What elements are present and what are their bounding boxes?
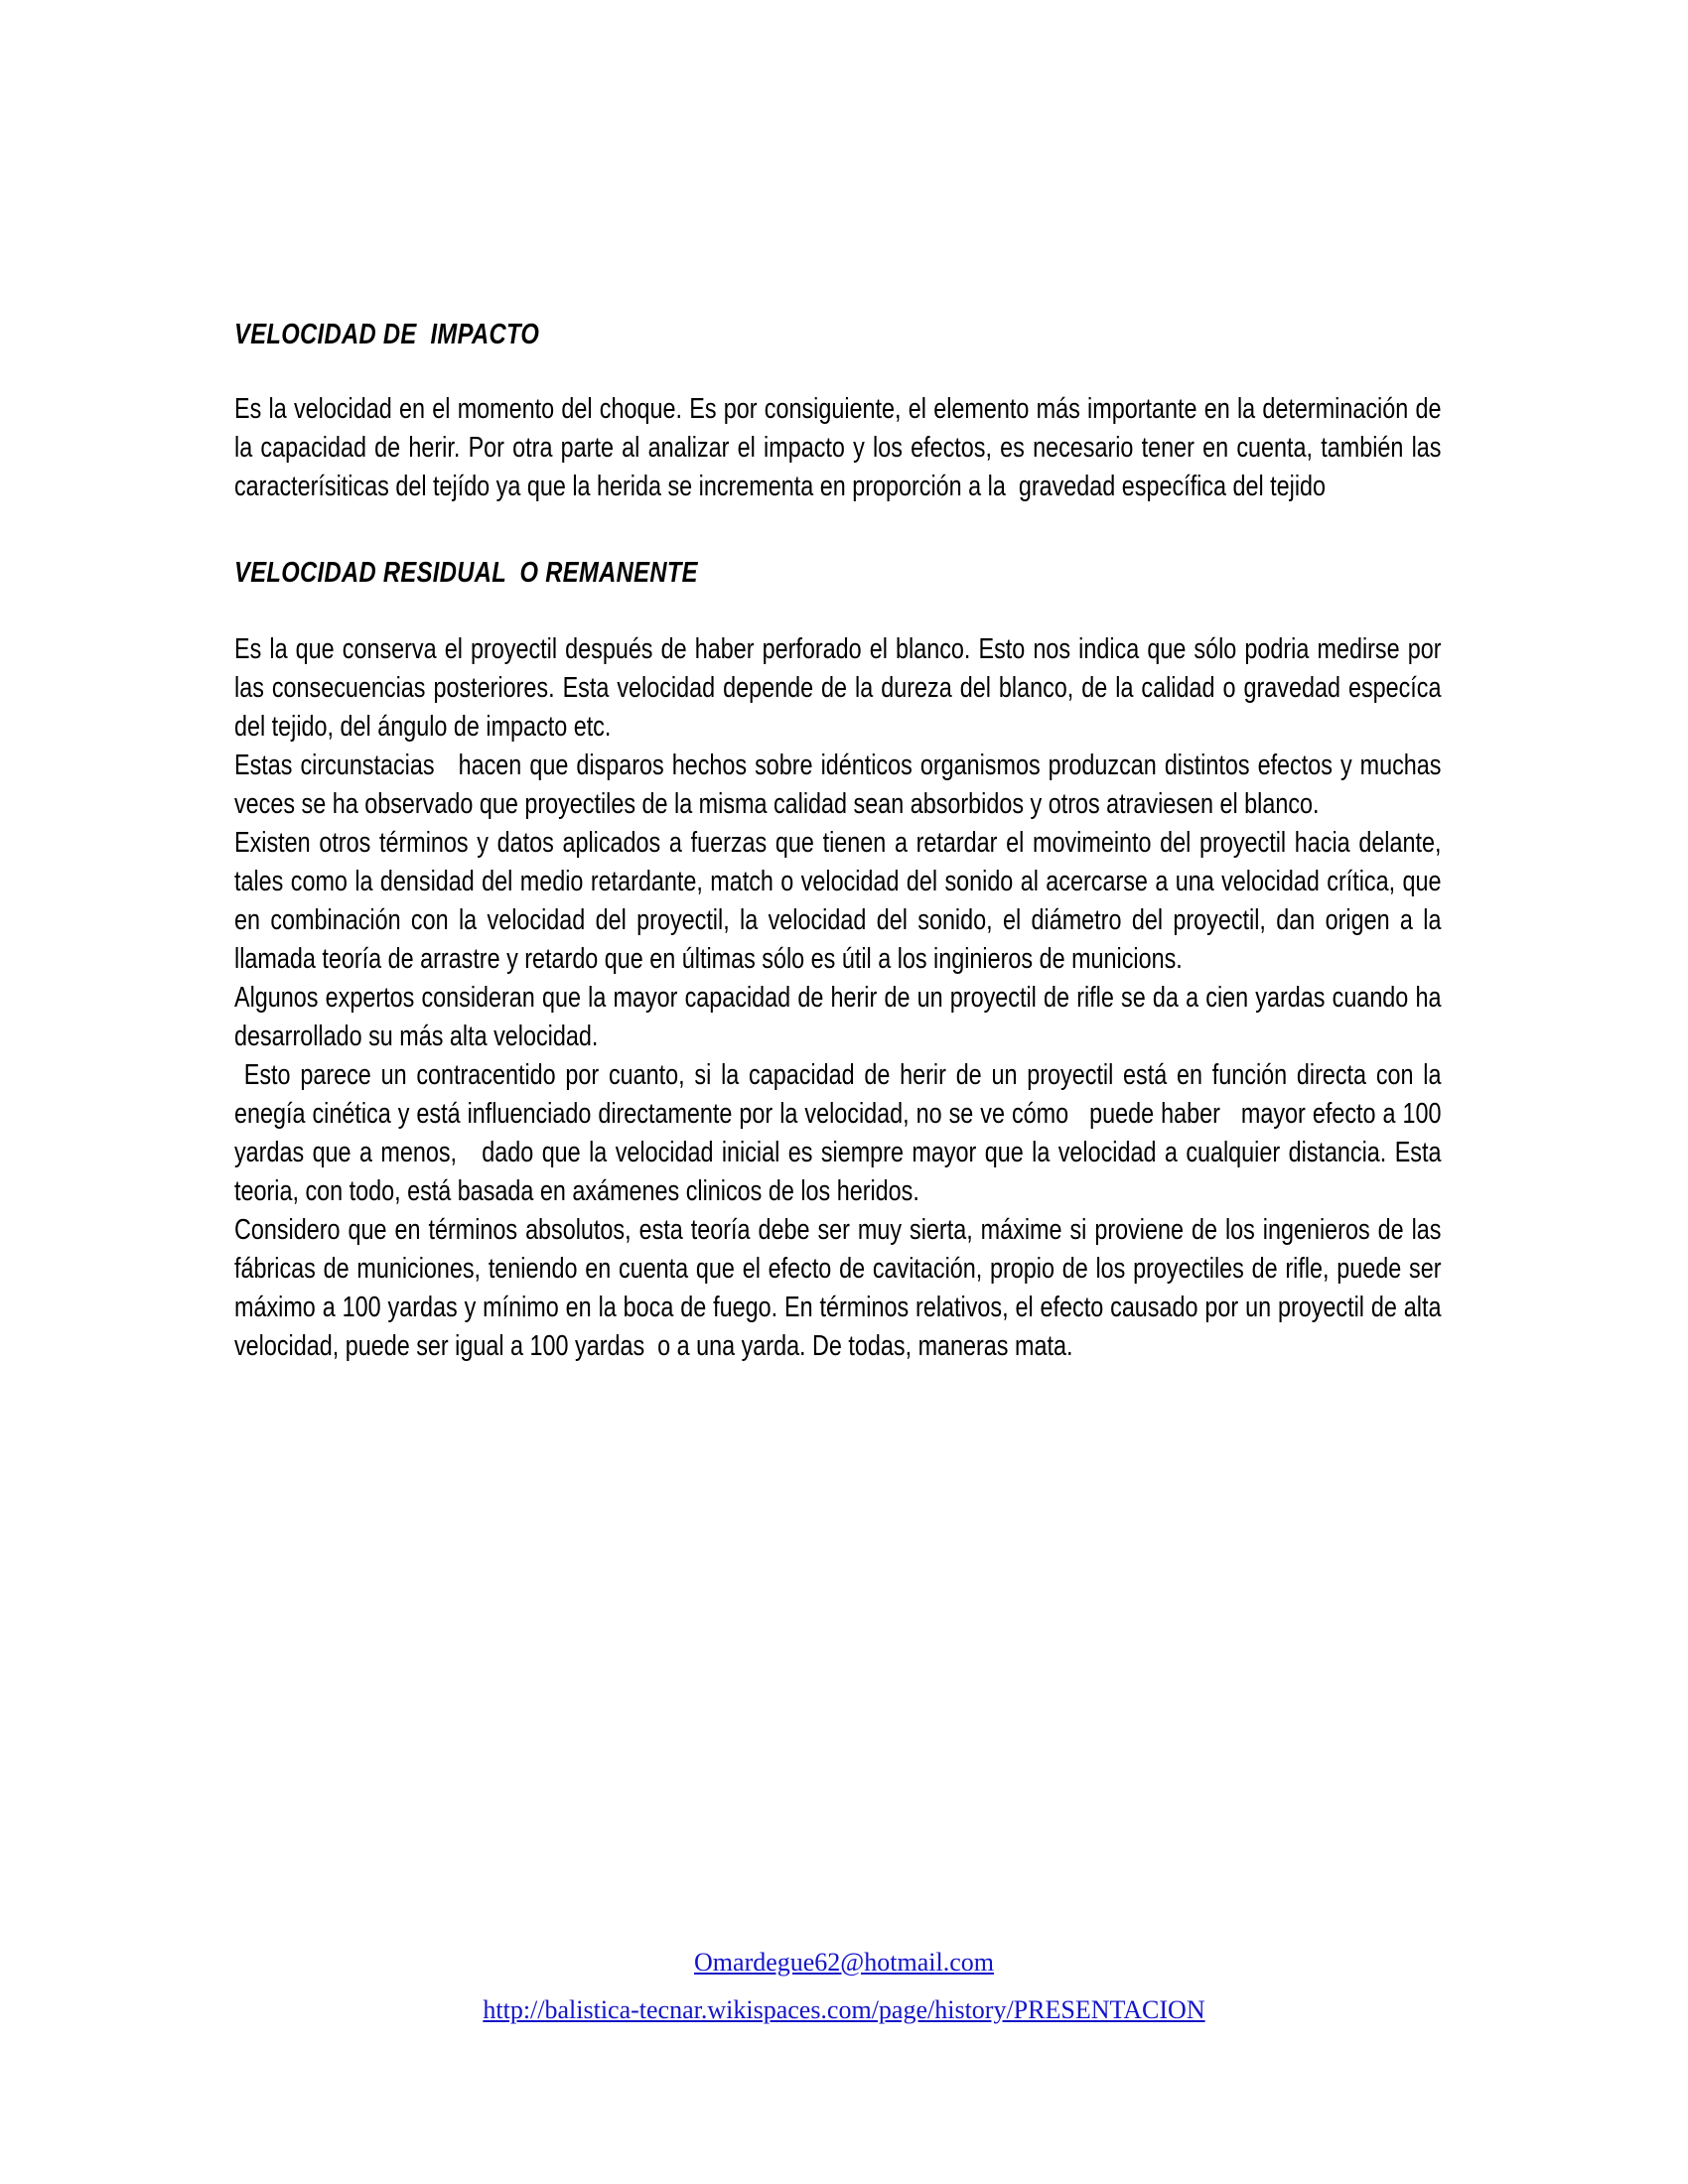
body-paragraph: Algunos expertos consideran que la mayor capacidad de herir de un proyectil de rifle se da a cien yardas cuando ha desarrollado su más alta velocidad. xyxy=(234,981,1448,1052)
body-paragraph: Estas circunstacias hacen que disparos hechos sobre idénticos organismos produzcan distintos efectos y muchas veces se ha observado que proyectiles de la misma calidad sean absorbidos y otros atraviesen el blanco. xyxy=(234,749,1448,820)
document-body xyxy=(234,318,1448,1366)
page-footer xyxy=(0,1941,1688,2036)
paragraph-narrow-wrapper-2-2 xyxy=(234,824,1448,979)
section-heading-group-2 xyxy=(234,556,1441,591)
section-title: VELOCIDAD RESIDUAL O REMANENTE xyxy=(234,556,698,589)
paragraph-narrow-wrapper-2-3 xyxy=(234,979,1448,1056)
email-link[interactable]: Omardegue62@hotmail.com xyxy=(694,1948,994,1977)
body-paragraph: Considero que en términos absolutos, esta teoría debe ser muy sierta, máxime si proviene de los ingenieros de las fábricas de municiones, teniendo en cuenta que el efecto de cavitación, propio de los proyectiles de rifle, puede ser máximo a 100 yardas y mínimo en la boca de fuego. En términos relativos, el efecto causado por un proyectil de alta velocidad, puede ser igual a 100 yardas o a una yarda. De todas, maneras mata. xyxy=(234,1213,1448,1362)
source-url-link[interactable]: http://balistica-tecnar.wikispaces.com/page/history/PRESENTACION xyxy=(483,1995,1205,2024)
body-paragraph: Existen otros términos y datos aplicados a fuerzas que tienen a retardar el movimeinto del proyectil hacia delante, tales como la densidad del medio retardante, match o velocidad del sonido al acercarse a una velocidad crítica, que en combinación con la velocidad del proyectil, la velocidad del sonido, el diámetro del proyectil, dan origen a la llamada teoría de arrastre y retardo que en últimas sólo es útil a los inginieros de municions. xyxy=(234,826,1448,975)
section-heading-group-1 xyxy=(234,318,1441,352)
heading-narrow-wrapper-2 xyxy=(234,556,1441,591)
paragraph-narrow-wrapper-2-5 xyxy=(234,1211,1448,1366)
page-title: VELOCIDAD DE IMPACTO xyxy=(234,319,540,350)
body-paragraph: Es la velocidad en el momento del choque. Es por consiguiente, el elemento más importante en la determinación de la capacidad de herir. Por otra parte al analizar el impacto y los efectos, es necesario tener en cuenta, también las caracterísiticas del tejído ya que la herida se incrementa en proporción a la gravedad específica del tejido xyxy=(234,392,1448,502)
footer-email-line xyxy=(0,1941,1688,1988)
heading-narrow-wrapper-1 xyxy=(234,318,1441,352)
paragraph-narrow-wrapper-1-0 xyxy=(234,390,1448,506)
paragraph-narrow-wrapper-2-0 xyxy=(234,630,1448,747)
paragraph-narrow-wrapper-2-4 xyxy=(234,1056,1448,1211)
paragraph-narrow-wrapper-2-1 xyxy=(234,747,1448,824)
body-paragraph: Esto parece un contracentido por cuanto, si la capacidad de herir de un proyectil está en función directa con la enegía cinética y está influenciado directamente por la velocidad, no se ve cómo puede haber mayor efecto a 100 yardas que a menos, dado que la velocidad inicial es siempre mayor que la velocidad a cualquier distancia. Esta teoria, con todo, está basada en axámenes clinicos de los heridos. xyxy=(234,1058,1448,1207)
body-paragraph: Es la que conserva el proyectil después de haber perforado el blanco. Esto nos indica que sólo podria medirse por las consecuencias posteriores. Esta velocidad depende de la dureza del blanco, de la calidad o gravedad especíca del tejido, del ángulo de impacto etc. xyxy=(234,632,1448,743)
footer-url-line xyxy=(0,1988,1688,2036)
